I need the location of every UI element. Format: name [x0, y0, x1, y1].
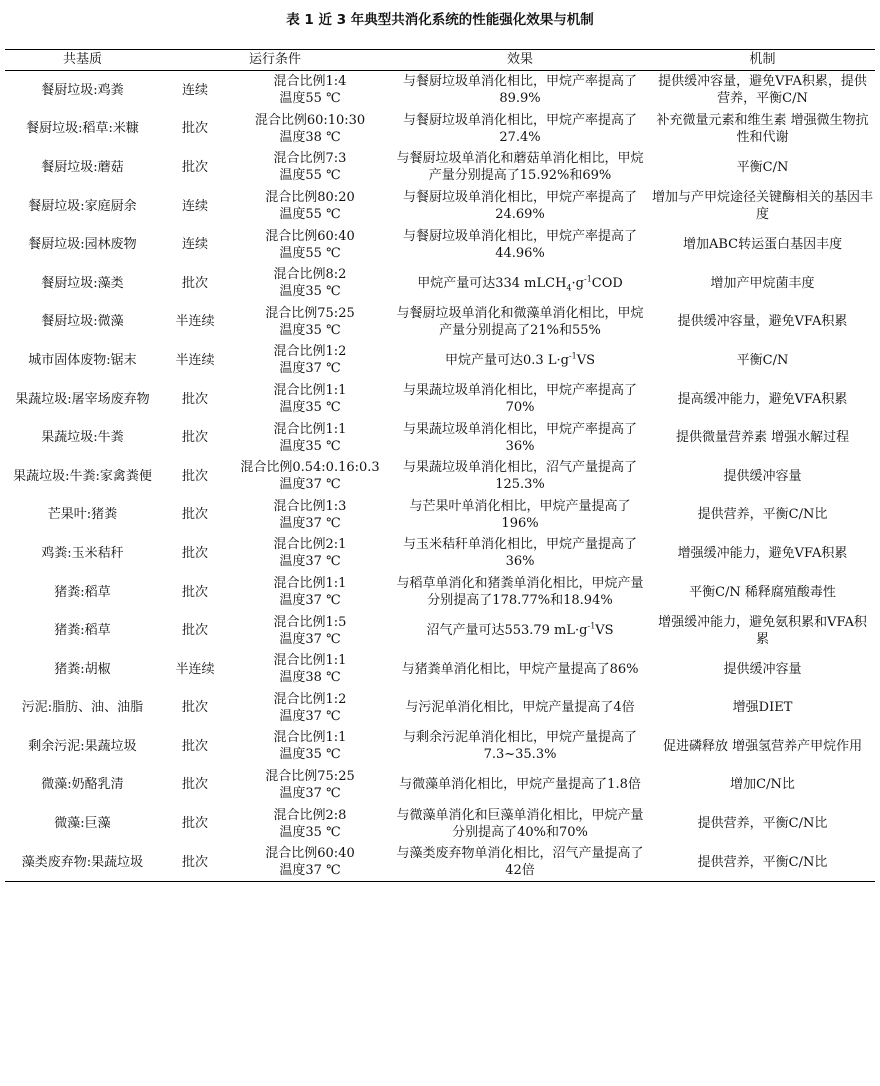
temperature: 温度37 ℃ [279, 863, 341, 879]
mode-cell [160, 110, 230, 149]
mixing-ratio: 混合比例1:3 [273, 498, 347, 514]
table-caption: 表 1 近 3 年典型共消化系统的性能强化效果与机制 [286, 12, 594, 28]
effect-text: 与微藻单消化和巨藻单消化相比，甲烷产量分别提高了40%和70% [396, 807, 644, 840]
effect-cell [390, 264, 650, 303]
effect-cell [390, 766, 650, 805]
mechanism-text: 平衡C/N [736, 352, 789, 368]
effect-cell [390, 380, 650, 419]
mechanism-cell [650, 264, 875, 303]
table-row [5, 380, 875, 419]
conditions-cell [230, 418, 390, 457]
conditions-cell [230, 804, 390, 843]
operation-mode: 连续 [181, 198, 208, 214]
effect-text-post: VS [576, 352, 596, 368]
substrate-text: 餐厨垃圾:藻类 [41, 275, 124, 291]
effect-cell [390, 689, 650, 728]
table-row [5, 418, 875, 457]
substrate-cell [5, 457, 160, 496]
operation-mode: 批次 [181, 545, 208, 561]
temperature: 温度37 ℃ [279, 708, 341, 724]
effect-text: 与藻类废弃物单消化相比，沼气产量提高了42倍 [396, 846, 644, 879]
substrate-cell [5, 187, 160, 226]
substrate-text: 芒果叶:猪粪 [47, 507, 118, 523]
mechanism-cell [650, 225, 875, 264]
mechanism-text: 提供营养，平衡C/N比 [697, 854, 828, 870]
mixing-ratio: 混合比例8:2 [273, 267, 347, 283]
temperature: 温度37 ℃ [279, 361, 341, 377]
effect-cell [390, 148, 650, 187]
conditions-cell [230, 225, 390, 264]
effect-text: 与餐厨垃圾单消化相比，甲烷产率提高了44.96% [403, 228, 638, 261]
effect-cell [390, 303, 650, 342]
operation-mode: 批次 [181, 391, 208, 407]
mixing-ratio: 混合比例1:4 [273, 74, 347, 90]
substrate-cell [5, 110, 160, 149]
table-row [5, 71, 875, 110]
mixing-ratio: 混合比例7:3 [273, 151, 347, 167]
temperature: 温度35 ℃ [279, 747, 341, 763]
table-row [5, 534, 875, 573]
mixing-ratio: 混合比例1:1 [273, 383, 347, 399]
mixing-ratio: 混合比例1:2 [273, 691, 347, 707]
temperature: 温度55 ℃ [279, 207, 341, 223]
mixing-ratio: 混合比例1:1 [273, 730, 347, 746]
mode-cell [160, 457, 230, 496]
effect-text: 与玉米秸秆单消化相比，甲烷产量提高了36% [403, 537, 638, 570]
substrate-cell [5, 148, 160, 187]
mechanism-cell [650, 187, 875, 226]
coddigestion-table [5, 49, 875, 882]
conditions-cell [230, 380, 390, 419]
conditions-cell [230, 303, 390, 342]
temperature: 温度38 ℃ [279, 670, 341, 686]
mechanism-text: 增加C/N比 [730, 777, 795, 793]
temperature: 温度37 ℃ [279, 515, 341, 531]
mechanism-cell [650, 380, 875, 419]
mixing-ratio: 混合比例1:1 [273, 421, 347, 437]
effect-cell [390, 110, 650, 149]
substrate-cell [5, 71, 160, 110]
mechanism-cell [650, 110, 875, 149]
mechanism-cell [650, 303, 875, 342]
mechanism-text: 提供缓冲容量，避免VFA积累，提供营养，平衡C/N [658, 74, 867, 107]
conditions-cell [230, 110, 390, 149]
mechanism-cell [650, 727, 875, 766]
mode-cell [160, 573, 230, 612]
conditions-cell [230, 187, 390, 226]
table-row [5, 341, 875, 380]
effect-cell [390, 727, 650, 766]
effect-subscript: 4 [566, 283, 572, 293]
operation-mode: 批次 [181, 430, 208, 446]
table-header-row [5, 50, 875, 71]
mode-cell [160, 496, 230, 535]
temperature: 温度37 ℃ [279, 477, 341, 493]
mode-cell [160, 804, 230, 843]
temperature: 温度35 ℃ [279, 322, 341, 338]
mode-cell [160, 187, 230, 226]
effect-cell [390, 225, 650, 264]
table-row [5, 225, 875, 264]
mechanism-cell [650, 804, 875, 843]
substrate-text: 餐厨垃圾:鸡粪 [41, 82, 124, 98]
effect-text-post: COD [591, 275, 623, 291]
mode-cell [160, 534, 230, 573]
substrate-text: 污泥:脂肪、油、油脂 [21, 700, 144, 716]
mode-cell [160, 71, 230, 110]
substrate-cell [5, 264, 160, 303]
header-substrate: 共基质 [5, 50, 160, 71]
operation-mode: 批次 [181, 159, 208, 175]
mechanism-text: 增强缓冲能力，避免VFA积累 [677, 545, 848, 561]
mechanism-cell [650, 650, 875, 689]
conditions-cell [230, 766, 390, 805]
mixing-ratio: 混合比例75:25 [265, 305, 355, 321]
substrate-text: 果蔬垃圾:牛粪 [41, 430, 124, 446]
effect-text: 与餐厨垃圾单消化相比，甲烷产率提高了24.69% [403, 190, 638, 223]
operation-mode: 批次 [181, 623, 208, 639]
effect-cell [390, 843, 650, 882]
operation-mode: 批次 [181, 816, 208, 832]
substrate-text: 微藻:巨藻 [54, 816, 111, 832]
conditions-cell [230, 843, 390, 882]
conditions-cell [230, 341, 390, 380]
substrate-cell [5, 650, 160, 689]
mixing-ratio: 混合比例60:40 [265, 846, 355, 862]
table-row [5, 689, 875, 728]
substrate-cell [5, 689, 160, 728]
mechanism-text: 促进磷释放 增强氢营养产甲烷作用 [662, 738, 863, 754]
mechanism-text: 增强DIET [732, 700, 793, 716]
conditions-cell [230, 689, 390, 728]
temperature: 温度35 ℃ [279, 824, 341, 840]
effect-superscript: -1 [587, 621, 596, 631]
substrate-text: 微藻:奶酪乳清 [41, 777, 124, 793]
table-row [5, 110, 875, 149]
substrate-cell [5, 534, 160, 573]
conditions-cell [230, 457, 390, 496]
operation-mode: 批次 [181, 854, 208, 870]
substrate-text: 鸡粪:玉米秸秆 [41, 545, 124, 561]
operation-mode: 批次 [181, 777, 208, 793]
operation-mode: 批次 [181, 507, 208, 523]
table-body [5, 71, 875, 882]
header-effect: 效果 [390, 50, 650, 71]
mechanism-cell [650, 611, 875, 650]
temperature: 温度55 ℃ [279, 91, 341, 107]
temperature: 温度35 ℃ [279, 438, 341, 454]
mechanism-cell [650, 71, 875, 110]
table-row [5, 727, 875, 766]
mode-cell [160, 611, 230, 650]
conditions-cell [230, 727, 390, 766]
mechanism-text: 提供缓冲容量 [723, 661, 802, 677]
operation-mode: 批次 [181, 275, 208, 291]
conditions-cell [230, 71, 390, 110]
effect-text: 与芒果叶单消化相比，甲烷产量提高了196% [409, 498, 631, 531]
effect-text-pre: 甲烷产量可达0.3 L·g [445, 352, 569, 368]
substrate-text: 城市固体废物:锯末 [28, 352, 137, 368]
substrate-cell [5, 380, 160, 419]
substrate-cell [5, 573, 160, 612]
effect-cell [390, 804, 650, 843]
effect-text: 与污泥单消化相比，甲烷产量提高了4倍 [405, 700, 635, 716]
operation-mode: 批次 [181, 700, 208, 716]
operation-mode: 批次 [181, 468, 208, 484]
effect-superscript: -1 [568, 351, 577, 361]
mechanism-text: 提供缓冲容量 [723, 468, 802, 484]
substrate-text: 藻类废弃物:果蔬垃圾 [21, 854, 144, 870]
mechanism-text: 提供缓冲容量，避免VFA积累 [677, 314, 848, 330]
mechanism-text: 提供营养，平衡C/N比 [697, 816, 828, 832]
effect-text-pre: 沼气产量可达553.79 mL·g [426, 623, 588, 639]
effect-cell [390, 611, 650, 650]
mode-cell [160, 264, 230, 303]
mechanism-text: 平衡C/N 稀释腐殖酸毒性 [689, 584, 836, 600]
mixing-ratio: 混合比例1:1 [273, 653, 347, 669]
effect-cell [390, 418, 650, 457]
substrate-cell [5, 418, 160, 457]
substrate-text: 餐厨垃圾:微藻 [41, 314, 124, 330]
mechanism-text: 增加与产甲烷途径关键酶相关的基因丰度 [652, 190, 874, 223]
mechanism-text: 增加ABC转运蛋白基因丰度 [682, 237, 843, 253]
mechanism-text: 增加产甲烷菌丰度 [710, 275, 815, 291]
mechanism-cell [650, 689, 875, 728]
mechanism-cell [650, 534, 875, 573]
effect-text: 与果蔬垃圾单消化相比，沼气产量提高了125.3% [403, 460, 638, 493]
mixing-ratio: 混合比例1:1 [273, 576, 347, 592]
table-row [5, 650, 875, 689]
effect-cell [390, 71, 650, 110]
table-row [5, 843, 875, 882]
mechanism-cell [650, 843, 875, 882]
mode-cell [160, 380, 230, 419]
mechanism-text: 提供营养，平衡C/N比 [697, 507, 828, 523]
table-row [5, 457, 875, 496]
temperature: 温度35 ℃ [279, 284, 341, 300]
effect-superscript: -1 [583, 274, 592, 284]
temperature: 温度55 ℃ [279, 168, 341, 184]
mixing-ratio: 混合比例1:2 [273, 344, 347, 360]
effect-text-mid: ·g [571, 275, 584, 291]
substrate-cell [5, 766, 160, 805]
mode-cell [160, 303, 230, 342]
effect-cell [390, 187, 650, 226]
temperature: 温度35 ℃ [279, 400, 341, 416]
table-row [5, 804, 875, 843]
substrate-cell [5, 303, 160, 342]
temperature: 温度55 ℃ [279, 245, 341, 261]
effect-cell [390, 341, 650, 380]
operation-mode: 连续 [181, 237, 208, 253]
conditions-cell [230, 534, 390, 573]
substrate-text: 猪粪:稻草 [54, 584, 111, 600]
temperature: 温度37 ℃ [279, 785, 341, 801]
effect-text: 与猪粪单消化相比，甲烷产量提高了86% [401, 661, 639, 677]
substrate-text: 果蔬垃圾:屠宰场废弃物 [15, 391, 150, 407]
table-row [5, 611, 875, 650]
mechanism-cell [650, 766, 875, 805]
substrate-cell [5, 843, 160, 882]
mechanism-text: 提供微量营养素 增强水解过程 [675, 430, 850, 446]
operation-mode: 批次 [181, 121, 208, 137]
mixing-ratio: 混合比例0.54:0.16:0.3 [240, 460, 380, 476]
substrate-text: 餐厨垃圾:蘑菇 [41, 159, 124, 175]
substrate-text: 餐厨垃圾:稻草:米糠 [26, 121, 139, 137]
substrate-text: 剩余污泥:果蔬垃圾 [28, 738, 137, 754]
mixing-ratio: 混合比例75:25 [265, 768, 355, 784]
mode-cell [160, 148, 230, 187]
mechanism-text: 补充微量元素和维生素 增强微生物抗性和代谢 [656, 112, 869, 145]
mode-cell [160, 727, 230, 766]
mixing-ratio: 混合比例80:20 [265, 190, 355, 206]
mechanism-cell [650, 496, 875, 535]
effect-cell [390, 650, 650, 689]
effect-text: 与微藻单消化相比，甲烷产量提高了1.8倍 [399, 777, 641, 793]
table-row [5, 264, 875, 303]
mechanism-cell [650, 573, 875, 612]
mode-cell [160, 341, 230, 380]
substrate-cell [5, 225, 160, 264]
temperature: 温度38 ℃ [279, 129, 341, 145]
mechanism-cell [650, 341, 875, 380]
temperature: 温度37 ℃ [279, 631, 341, 647]
mechanism-text: 平衡C/N [736, 159, 789, 175]
substrate-cell [5, 341, 160, 380]
effect-text-post: VS [595, 623, 614, 639]
effect-cell [390, 457, 650, 496]
effect-text-pre: 甲烷产量可达334 mLCH [417, 275, 567, 291]
mode-cell [160, 689, 230, 728]
mixing-ratio: 混合比例60:10:30 [254, 112, 366, 128]
effect-text: 与餐厨垃圾单消化相比，甲烷产率提高了27.4% [403, 112, 638, 145]
mode-cell [160, 766, 230, 805]
mechanism-cell [650, 148, 875, 187]
conditions-cell [230, 650, 390, 689]
operation-mode: 批次 [181, 584, 208, 600]
header-mechanism: 机制 [650, 50, 875, 71]
table-row [5, 496, 875, 535]
mixing-ratio: 混合比例2:8 [273, 807, 347, 823]
substrate-text: 餐厨垃圾:家庭厨余 [28, 198, 137, 214]
table-row [5, 766, 875, 805]
substrate-cell [5, 804, 160, 843]
conditions-cell [230, 496, 390, 535]
effect-cell [390, 534, 650, 573]
substrate-text: 猪粪:稻草 [54, 623, 111, 639]
mode-cell [160, 225, 230, 264]
effect-cell [390, 573, 650, 612]
operation-mode: 半连续 [175, 352, 215, 368]
mode-cell [160, 650, 230, 689]
effect-cell [390, 496, 650, 535]
conditions-cell [230, 264, 390, 303]
effect-text: 与果蔬垃圾单消化相比，甲烷产率提高了36% [403, 421, 638, 454]
effect-text: 与餐厨垃圾单消化和蘑菇单消化相比，甲烷产量分别提高了15.92%和69% [396, 151, 644, 184]
table-row [5, 148, 875, 187]
temperature: 温度37 ℃ [279, 554, 341, 570]
conditions-cell [230, 573, 390, 612]
mixing-ratio: 混合比例1:5 [273, 614, 347, 630]
effect-text: 与果蔬垃圾单消化相比，甲烷产率提高了70% [403, 383, 638, 416]
effect-text: 与稻草单消化和猪粪单消化相比，甲烷产量分别提高了178.77%和18.94% [396, 576, 644, 609]
substrate-text: 猪粪:胡椒 [54, 661, 111, 677]
operation-mode: 半连续 [175, 314, 215, 330]
temperature: 温度37 ℃ [279, 593, 341, 609]
mode-cell [160, 843, 230, 882]
header-conditions: 运行条件 [160, 50, 390, 71]
conditions-cell [230, 148, 390, 187]
mechanism-cell [650, 457, 875, 496]
substrate-text: 餐厨垃圾:园林废物 [28, 237, 137, 253]
mechanism-cell [650, 418, 875, 457]
substrate-text: 果蔬垃圾:牛粪:家禽粪便 [13, 468, 152, 484]
table-row [5, 573, 875, 612]
operation-mode: 半连续 [175, 661, 215, 677]
substrate-cell [5, 496, 160, 535]
effect-text: 与剩余污泥单消化相比，甲烷产量提高了7.3~35.3% [403, 730, 638, 763]
mechanism-text: 提高缓冲能力，避免VFA积累 [677, 391, 848, 407]
mode-cell [160, 418, 230, 457]
mechanism-text: 增强缓冲能力，避免氨积累和VFA积累 [658, 614, 867, 647]
operation-mode: 连续 [181, 82, 208, 98]
conditions-cell [230, 611, 390, 650]
effect-text: 与餐厨垃圾单消化和微藻单消化相比，甲烷产量分别提高了21%和55% [396, 305, 644, 338]
mixing-ratio: 混合比例60:40 [265, 228, 355, 244]
table-row [5, 303, 875, 342]
mixing-ratio: 混合比例2:1 [273, 537, 347, 553]
table-row [5, 187, 875, 226]
substrate-cell [5, 727, 160, 766]
substrate-cell [5, 611, 160, 650]
effect-text: 与餐厨垃圾单消化相比，甲烷产率提高了89.9% [403, 74, 638, 107]
operation-mode: 批次 [181, 738, 208, 754]
